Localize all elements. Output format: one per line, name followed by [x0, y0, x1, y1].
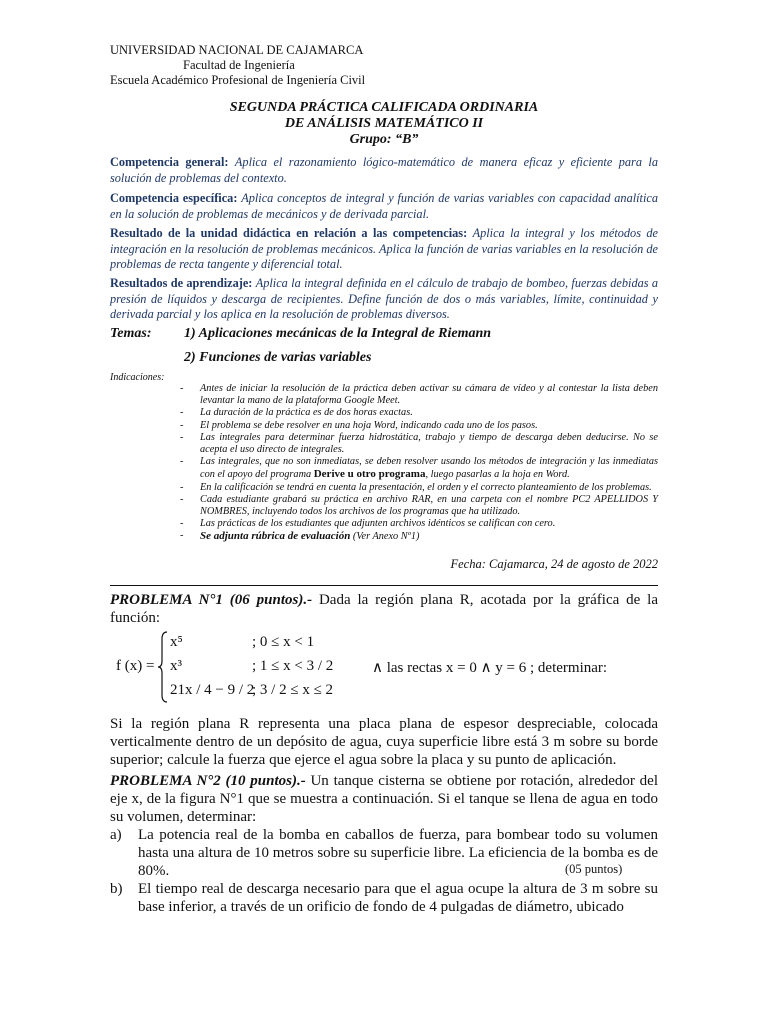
indicacion-item — [180, 530, 658, 543]
resultados-aprendizaje-text: Aplica la integral definida en el cálculo de trabajo de bombeo, fuerzas debidas a presión de líquidos y descarga de recipientes. Define función de dos o más variables, límite, continuidad y derivada parcial y los aplica en la resolución de problemas diversos. — [110, 276, 659, 321]
university-name: UNIVERSIDAD NACIONAL DE CAJAMARCA — [110, 43, 364, 57]
indicacion-item: - Cada estudiante grabará su práctica en archivo RAR, en una carpeta con el nombre PC2 APELLIDOS Y NOMBRES, incluyendo todos los archivos de los programas que ha utilizado. — [180, 494, 658, 518]
rectas-condition: ∧ las rectas x = 0 ∧ y = 6 ; determinar: — [372, 660, 608, 676]
problema-1-intro-text: Dada la región plana R, acotada por la gráfica de la función: — [110, 592, 658, 626]
competencia-general-label: Competencia general: — [110, 155, 229, 169]
tema-2: 2) Funciones de varias variables — [184, 350, 372, 365]
problema-1-body: Si la región plana R representa una placa plana de espesor despreciable, colocada verticalmente dentro de un depósito de agua, cuya superficie libre está 3 m sobre su borde superior; calcule la fuerza que ejerce el agua sobre la placa y su punto de aplicación. — [110, 716, 658, 768]
indicacion-item: - Las prácticas de los estudiantes que adjunten archivos idénticos se califican con cero. — [180, 518, 658, 530]
item-a-points: (05 puntos) — [565, 862, 623, 876]
resultados-aprendizaje — [110, 276, 658, 323]
case-1-expr: x⁵ — [170, 634, 183, 650]
resultado-unidad — [110, 226, 658, 273]
case-2-expr: x³ — [170, 658, 182, 674]
resultado-unidad-text: Aplica la integral y los métodos de integración en la resolución de problemas mecánicos. Aplica la función de varias variables en la resolución de problemas de recta tangente y diferencial total. — [110, 226, 658, 271]
indicaciones-list — [180, 383, 658, 544]
indicacion-item — [180, 456, 658, 481]
competencia-general — [110, 155, 658, 186]
tema-1: 1) Aplicaciones mecánicas de la Integral de Riemann — [184, 326, 492, 341]
indicacion-item: - La duración de la práctica es de dos horas exactas. — [180, 407, 658, 419]
indicacion-item: - En la calificación se tendrá en cuenta la presentación, el orden y el correcto planteamiento de los problemas. — [180, 482, 658, 494]
indicacion-item-end: , luego pasarlas a la hoja en Word. — [425, 469, 570, 481]
divider-line — [110, 585, 658, 586]
item-letter: b) — [110, 881, 123, 897]
temas-label: Temas: — [110, 326, 152, 341]
case-2-cond: ; 1 ≤ x < 3 / 2 — [252, 658, 334, 674]
competencia-especifica-text: Aplica conceptos de integral y función de varias variables con capacidad analítica en la solución de problemas de mecánicos y de derivada parcial. — [110, 191, 659, 221]
competencia-especifica-label: Competencia específica: — [110, 191, 238, 205]
indicacion-item-text: Las integrales, que no son inmediatas, se deben resolver usando los métodos de integración y las inmediatas con el apoyo del programa — [200, 456, 658, 481]
doc-title-line1: SEGUNDA PRÁCTICA CALIFICADA ORDINARIA — [229, 100, 539, 115]
problema-1-intro — [110, 591, 658, 627]
faculty-name: Facultad de Ingeniería — [183, 58, 295, 72]
problema-2-intro — [110, 772, 658, 826]
item-text: La potencia real de la bomba en caballos de fuerza, para bombear todo su volumen hasta una altura de 10 metros sobre su superficie libre. La eficiencia de la bomba es de 80%. — [138, 827, 658, 879]
case-3-cond: ; 3 / 2 ≤ x ≤ 2 — [252, 682, 334, 698]
indicacion-item: - Antes de iniciar la resolución de la práctica deben activar su cámara de vídeo y al contestar la lista deben levantar la mano de la plataforma Google Meet. — [180, 383, 658, 407]
indicacion-item: - El problema se debe resolver en una hoja Word, indicando cada uno de los pasos. — [180, 420, 658, 432]
derive-program-emphasis: Derive u otro programa — [313, 468, 426, 481]
doc-title-line2: DE ANÁLISIS MATEMÁTICO II — [284, 116, 484, 131]
doc-title-group: Grupo: “B” — [349, 132, 419, 147]
indicaciones-label: Indicaciones: — [110, 372, 165, 383]
function-label: f (x) = — [116, 658, 155, 674]
competencia-general-text: Aplica el razonamiento lógico-matemático de manera eficaz y eficiente para la solución de problemas del contexto. — [110, 155, 658, 185]
item-letter: a) — [110, 827, 122, 843]
case-3-expr: 21x / 4 − 9 / 2 — [170, 682, 255, 698]
rubrica-text: Se adjunta rúbrica de evaluación — [200, 530, 351, 543]
item-text: El tiempo real de descarga necesario para que el agua ocupe la altura de 3 m sobre su base inferior, a través de un orificio de fondo de 4 pulgadas de diámetro, ubicado — [138, 881, 658, 915]
resultados-aprendizaje-label: Resultados de aprendizaje: — [110, 276, 253, 290]
piecewise-brace-icon — [158, 631, 168, 703]
problema-2-heading: PROBLEMA N°2 (10 puntos).- — [110, 773, 306, 789]
problema-2-intro-text: Un tanque cisterna se obtiene por rotación, alrededor del eje x, de la figura N°1 que se muestra a continuación. Si el tanque se llena de agua en todo su volumen, determinar: — [110, 773, 658, 825]
resultado-unidad-label: Resultado de la unidad didáctica en relación a las competencias: — [110, 226, 468, 240]
problema-1-heading: PROBLEMA N°1 (06 puntos).- — [110, 592, 313, 608]
competencia-especifica — [110, 191, 658, 222]
fecha-text: Fecha: Cajamarca, 24 de agosto de 2022 — [450, 557, 658, 571]
school-name: Escuela Académico Profesional de Ingeniería Civil — [110, 73, 366, 87]
rubrica-note: (Ver Anexo Nº1) — [352, 531, 420, 543]
indicacion-item: - Las integrales para determinar fuerza hidrostática, trabajo y tiempo de descarga deben deducirse. No se acepta el uso directo de integrales. — [180, 432, 658, 456]
case-1-cond: ; 0 ≤ x < 1 — [252, 634, 315, 650]
